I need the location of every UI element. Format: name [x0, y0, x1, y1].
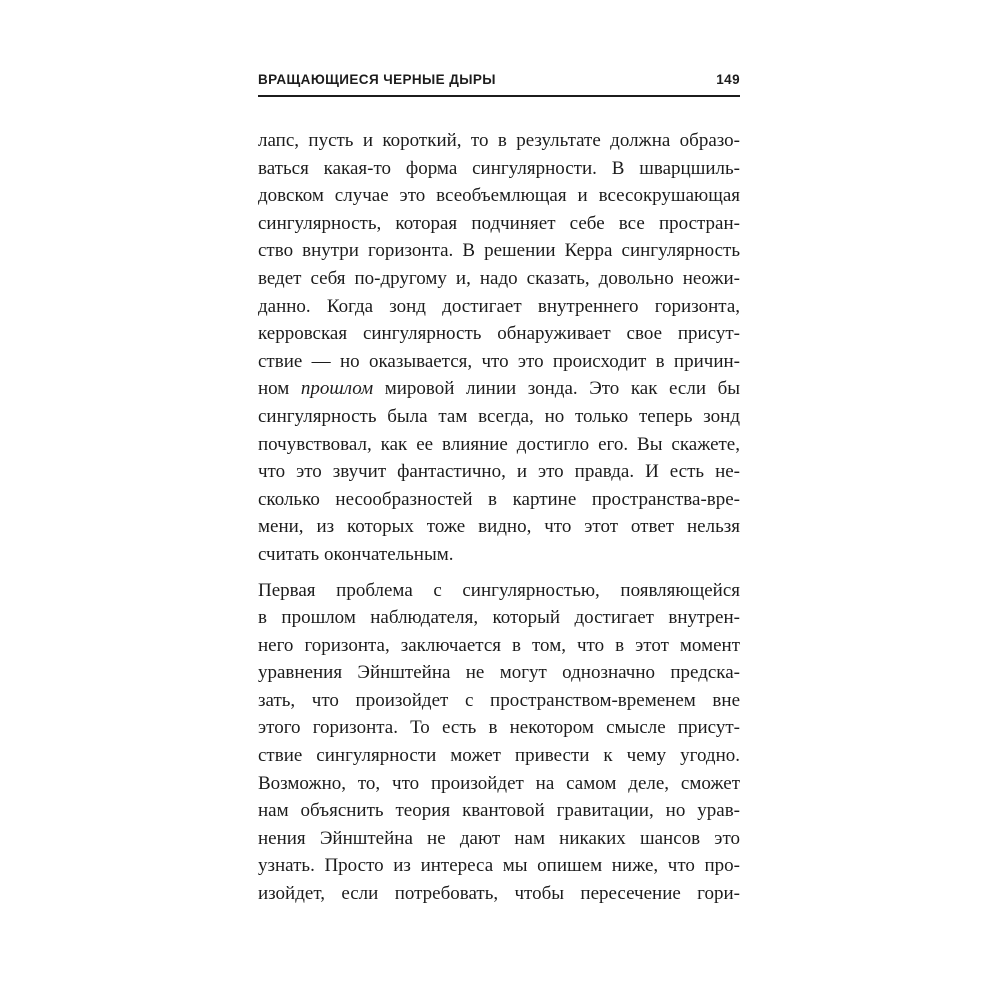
text-run: данно. Когда зонд достигает внутреннего горизонта, — [258, 295, 740, 317]
text-line — [258, 237, 740, 265]
text-run: сингулярность, которая подчиняет себе все простран- — [258, 212, 740, 234]
body-text — [258, 127, 740, 908]
text-run: ство внутри горизонта. В решении Керра сингулярность — [258, 240, 740, 262]
text-run: довском случае это всеобъемлющая и всесокрушающая — [258, 185, 740, 207]
page-header — [258, 72, 740, 97]
text-line — [258, 348, 740, 376]
text-line — [258, 210, 740, 238]
text-run: нам объяснить теория квантовой гравитации, но урав- — [258, 800, 740, 822]
text-line — [258, 431, 740, 459]
page-number: 149 — [716, 72, 740, 87]
paragraph — [258, 577, 740, 908]
text-line — [258, 659, 740, 687]
text-run: ведет себя по-другому и, надо сказать, довольно неожи- — [258, 267, 740, 289]
text-run: этого горизонта. То есть в некотором смысле присут- — [258, 717, 740, 739]
text-line — [258, 403, 740, 431]
text-run: лапс, пусть и короткий, то в результате должна образо- — [258, 130, 740, 151]
text-run: изойдет, если потребовать, чтобы пересечение гори- — [258, 883, 740, 905]
text-run: мировой линии зонда. Это как если бы — [373, 378, 740, 400]
text-line — [258, 127, 740, 155]
text-line — [258, 770, 740, 798]
running-title: ВРАЩАЮЩИЕСЯ ЧЕРНЫЕ ДЫРЫ — [258, 72, 496, 87]
text-run: считать окончательным. — [258, 543, 454, 565]
text-run: ваться какая-то форма сингулярности. В шварцшиль- — [258, 157, 740, 179]
text-run: почувствовал, как ее влияние достигло его. Вы скажете, — [258, 433, 740, 455]
text-line — [258, 541, 740, 569]
text-run: ствие — но оказывается, что это происходит в причин- — [258, 350, 740, 372]
text-run: уравнения Эйнштейна не могут однозначно предска- — [258, 662, 740, 684]
text-run: Первая проблема с сингулярностью, появляющейся — [258, 579, 740, 601]
text-run: что это звучит фантастично, и это правда. И есть не- — [258, 461, 740, 483]
text-run: нения Эйнштейна не дают нам никаких шансов это — [258, 827, 740, 849]
text-line — [258, 293, 740, 321]
text-line — [258, 182, 740, 210]
text-run: сингулярность была там всегда, но только теперь зонд — [258, 405, 740, 427]
text-line — [258, 714, 740, 742]
paragraph — [258, 127, 740, 569]
text-line — [258, 375, 740, 403]
text-run: в прошлом наблюдателя, который достигает внутрен- — [258, 607, 740, 629]
text-line — [258, 742, 740, 770]
text-line — [258, 825, 740, 853]
text-line — [258, 852, 740, 880]
text-line — [258, 687, 740, 715]
text-line — [258, 880, 740, 908]
text-run: керровская сингулярность обнаруживает свое присут- — [258, 323, 740, 345]
text-line — [258, 577, 740, 605]
text-run: Возможно, то, что произойдет на самом деле, сможет — [258, 772, 740, 794]
text-line — [258, 486, 740, 514]
text-line — [258, 265, 740, 293]
text-run: ствие сингулярности может привести к чему угодно. — [258, 745, 740, 767]
text-run: него горизонта, заключается в том, что в этот момент — [258, 634, 740, 656]
text-line — [258, 632, 740, 660]
text-run-italic: прошлом — [300, 378, 374, 400]
text-run: ном — [258, 378, 301, 400]
text-line — [258, 513, 740, 541]
text-line — [258, 320, 740, 348]
text-run: узнать. Просто из интереса мы опишем ниже, что про- — [258, 855, 740, 877]
text-line — [258, 458, 740, 486]
text-run: зать, что произойдет с пространством-временем вне — [258, 689, 740, 711]
text-run: мени, из которых тоже видно, что этот ответ нельзя — [258, 516, 740, 538]
text-line — [258, 604, 740, 632]
text-line — [258, 155, 740, 183]
text-run: сколько несообразностей в картине пространства-вре- — [258, 488, 740, 510]
text-line — [258, 797, 740, 825]
